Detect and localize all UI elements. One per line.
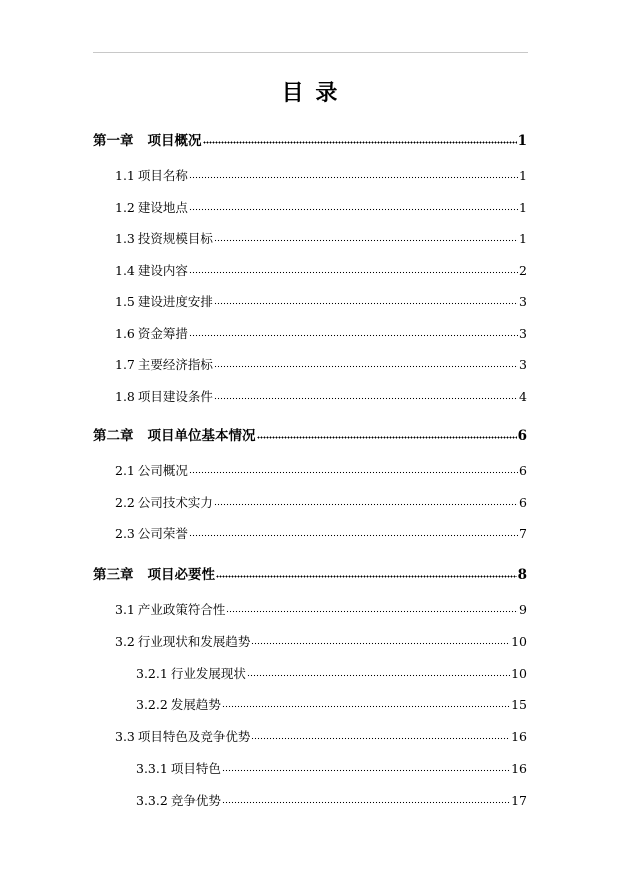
toc-entry-page: 6 <box>517 428 527 444</box>
toc-entry-label: 项目名称 <box>137 168 188 183</box>
toc-entry-number: 3.2.2 <box>136 697 168 712</box>
toc-entry-1-5[interactable] <box>115 292 527 310</box>
toc-leader-dots <box>214 294 518 307</box>
toc-entry-page: 4 <box>519 389 527 404</box>
toc-entry-page: 3 <box>519 294 527 309</box>
toc-entry-label: 竞争优势 <box>170 793 221 808</box>
toc-entry-page: 9 <box>519 602 527 617</box>
toc-entry-page: 7 <box>519 526 527 541</box>
toc-entry-number: 2.3 <box>115 526 135 541</box>
toc-entry-page: 10 <box>511 634 527 649</box>
toc-leader-dots <box>214 231 518 244</box>
toc-entry-1-1[interactable] <box>115 166 527 184</box>
toc-leader-dots <box>226 602 518 615</box>
toc-entry-number: 第二章 <box>93 428 134 444</box>
toc-entry-number: 1.2 <box>115 200 135 215</box>
toc-entry-2-1[interactable] <box>115 461 527 479</box>
toc-entry-number: 3.1 <box>115 602 135 617</box>
toc-entry-number: 1.1 <box>115 168 135 183</box>
toc-entry-number: 第三章 <box>93 567 134 583</box>
toc-entry-2-3[interactable] <box>115 524 527 542</box>
toc-entry-3-2-2[interactable] <box>136 695 527 713</box>
toc-entry-number: 3.3 <box>115 729 135 744</box>
toc-leader-dots <box>189 263 518 276</box>
toc-leader-dots <box>222 761 510 774</box>
toc-leader-dots <box>251 729 510 742</box>
toc-entry-label: 产业政策符合性 <box>137 602 226 617</box>
header-rule <box>93 52 528 53</box>
toc-entry-page: 17 <box>511 793 527 808</box>
toc-entry-label: 行业发展现状 <box>170 666 246 681</box>
toc-leader-dots <box>189 200 518 213</box>
toc-entry-label: 项目建设条件 <box>137 389 213 404</box>
toc-leader-dots <box>251 634 510 647</box>
toc-leader-dots <box>189 326 518 339</box>
toc-entry-number: 1.6 <box>115 326 135 341</box>
toc-entry-label: 建设内容 <box>137 263 188 278</box>
toc-entry-第一章[interactable] <box>93 129 527 149</box>
toc-leader-dots <box>214 357 518 370</box>
toc-entry-3-1[interactable] <box>115 600 527 618</box>
toc-entry-number: 1.4 <box>115 263 135 278</box>
toc-entry-1-3[interactable] <box>115 229 527 247</box>
toc-entry-1-8[interactable] <box>115 387 527 405</box>
toc-entry-page: 1 <box>519 168 527 183</box>
toc-entry-page: 3 <box>519 326 527 341</box>
toc-entry-page: 15 <box>511 697 527 712</box>
toc-entry-number: 3.2 <box>115 634 135 649</box>
toc-entry-number: 1.3 <box>115 231 135 246</box>
toc-entry-2-2[interactable] <box>115 493 527 511</box>
toc-leader-dots <box>222 697 510 710</box>
toc-title: 目 录 <box>281 80 340 106</box>
toc-entry-1-7[interactable] <box>115 355 527 373</box>
toc-entry-number: 2.1 <box>115 463 135 478</box>
toc-entry-label: 投资规模目标 <box>137 231 213 246</box>
toc-leader-dots <box>189 168 518 181</box>
toc-entry-number: 3.3.1 <box>136 761 168 776</box>
toc-entry-number: 3.2.1 <box>136 666 168 681</box>
toc-entry-label: 项目单位基本情况 <box>147 428 256 444</box>
toc-entry-page: 6 <box>519 463 527 478</box>
toc-entry-3-2-1[interactable] <box>136 664 527 682</box>
toc-entry-label: 资金筹措 <box>137 326 188 341</box>
toc-entry-page: 16 <box>511 761 527 776</box>
toc-entry-number: 第一章 <box>93 133 134 149</box>
toc-entry-page: 10 <box>511 666 527 681</box>
toc-entry-3-2[interactable] <box>115 632 527 650</box>
toc-entry-1-2[interactable] <box>115 198 527 216</box>
toc-leader-dots <box>222 793 510 806</box>
toc-leader-dots <box>203 132 517 146</box>
toc-entry-number: 1.7 <box>115 357 135 372</box>
toc-leader-dots <box>214 389 518 402</box>
toc-entry-label: 主要经济指标 <box>137 357 213 372</box>
toc-entry-label: 发展趋势 <box>170 697 221 712</box>
toc-entry-number: 1.5 <box>115 294 135 309</box>
toc-entry-number: 3.3.2 <box>136 793 168 808</box>
toc-leader-dots <box>214 495 518 508</box>
toc-entry-page: 16 <box>511 729 527 744</box>
toc-entry-page: 1 <box>519 231 527 246</box>
toc-entry-label: 行业现状和发展趋势 <box>137 634 251 649</box>
toc-entry-label: 建设地点 <box>137 200 188 215</box>
toc-entry-第二章[interactable] <box>93 424 527 444</box>
toc-entry-page: 8 <box>517 567 527 583</box>
toc-leader-dots <box>247 666 510 679</box>
toc-entry-number: 1.8 <box>115 389 135 404</box>
toc-entry-label: 公司荣誉 <box>137 526 188 541</box>
toc-entry-page: 2 <box>519 263 527 278</box>
toc-entry-label: 建设进度安排 <box>137 294 213 309</box>
toc-entry-page: 3 <box>519 357 527 372</box>
toc-leader-dots <box>216 566 517 580</box>
toc-entry-number: 2.2 <box>115 495 135 510</box>
toc-entry-1-6[interactable] <box>115 324 527 342</box>
toc-entry-page: 1 <box>519 200 527 215</box>
toc-entry-1-4[interactable] <box>115 261 527 279</box>
toc-entry-page: 1 <box>517 133 527 149</box>
toc-entry-3-3[interactable] <box>115 727 527 745</box>
toc-leader-dots <box>189 526 518 539</box>
toc-entry-第三章[interactable] <box>93 563 527 583</box>
toc-entry-label: 项目概况 <box>147 133 202 149</box>
toc-entry-label: 公司概况 <box>137 463 188 478</box>
toc-entry-label: 项目特色 <box>170 761 221 776</box>
toc-entry-label: 项目特色及竞争优势 <box>137 729 251 744</box>
toc-entry-3-3-2[interactable] <box>136 791 527 809</box>
toc-entry-label: 项目必要性 <box>147 567 215 583</box>
toc-leader-dots <box>257 427 517 441</box>
toc-entry-3-3-1[interactable] <box>136 759 527 777</box>
toc-entry-page: 6 <box>519 495 527 510</box>
toc-entry-label: 公司技术实力 <box>137 495 213 510</box>
toc-leader-dots <box>189 463 518 476</box>
